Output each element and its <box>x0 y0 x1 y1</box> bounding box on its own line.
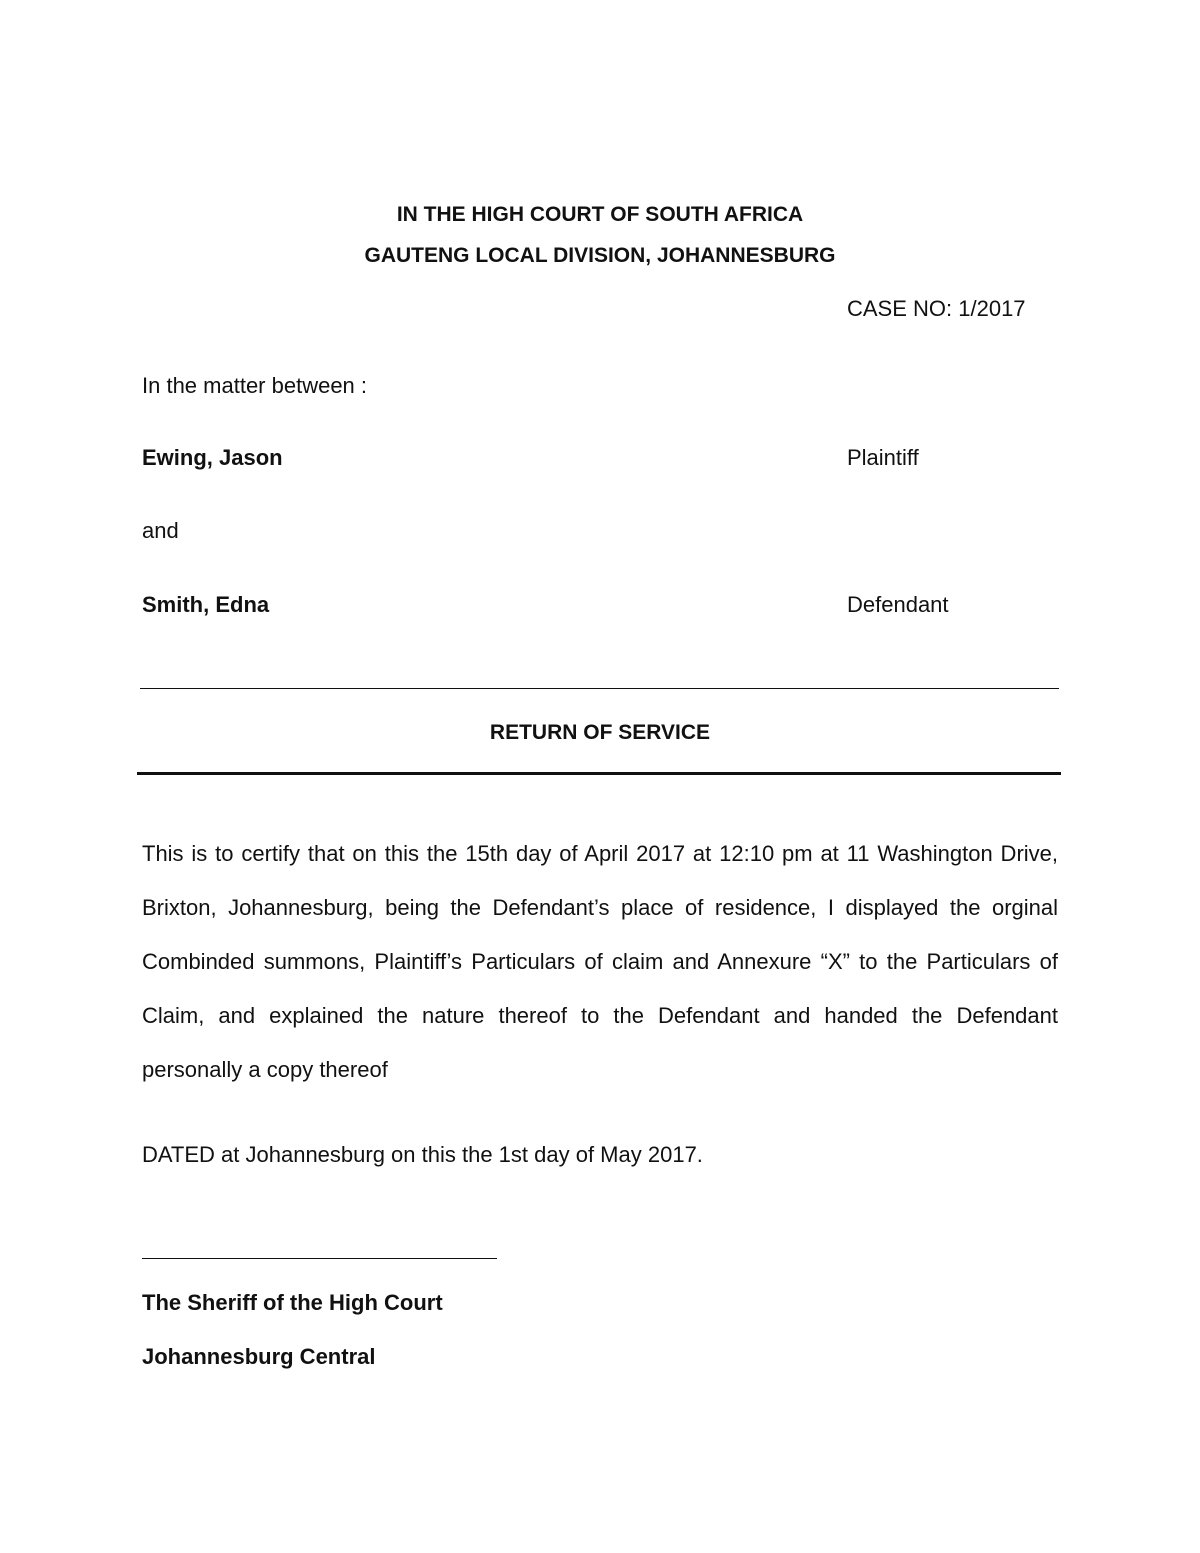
title-top-divider <box>140 688 1059 689</box>
case-number: CASE NO: 1/2017 <box>847 296 1026 321</box>
title-bottom-divider <box>137 772 1061 775</box>
signatory-office: Johannesburg Central <box>142 1344 376 1369</box>
certificate-body-paragraph: This is to certify that on this the 15th day of April 2017 at 12:10 pm at 11 Washington Drive, Brixton, Johannesburg, being the Defendant’s place of residence, I displayed the orginal Combinded summons, Plaintiff’s Particulars of claim and Annexure “X” to the Particulars of Claim, and explained the nature thereof to the Defendant and handed the Defendant personally a copy thereof <box>142 841 1058 1082</box>
dated-statement: DATED at Johannesburg on this the 1st day of May 2017. <box>142 1142 703 1167</box>
matter-between-label: In the matter between : <box>142 373 368 398</box>
parties-conjunction: and <box>142 518 179 543</box>
defendant-name: Smith, Edna <box>142 592 270 617</box>
plaintiff-role-label: Plaintiff <box>847 445 919 470</box>
plaintiff-name: Ewing, Jason <box>142 445 283 470</box>
document-title: RETURN OF SERVICE <box>489 721 711 744</box>
signatory-title: The Sheriff of the High Court <box>142 1290 443 1315</box>
defendant-role-label: Defendant <box>847 592 949 617</box>
signature-line <box>142 1258 497 1259</box>
court-name-heading: IN THE HIGH COURT OF SOUTH AFRICA <box>396 203 804 226</box>
court-division-heading: GAUTENG LOCAL DIVISION, JOHANNESBURG <box>364 244 836 267</box>
